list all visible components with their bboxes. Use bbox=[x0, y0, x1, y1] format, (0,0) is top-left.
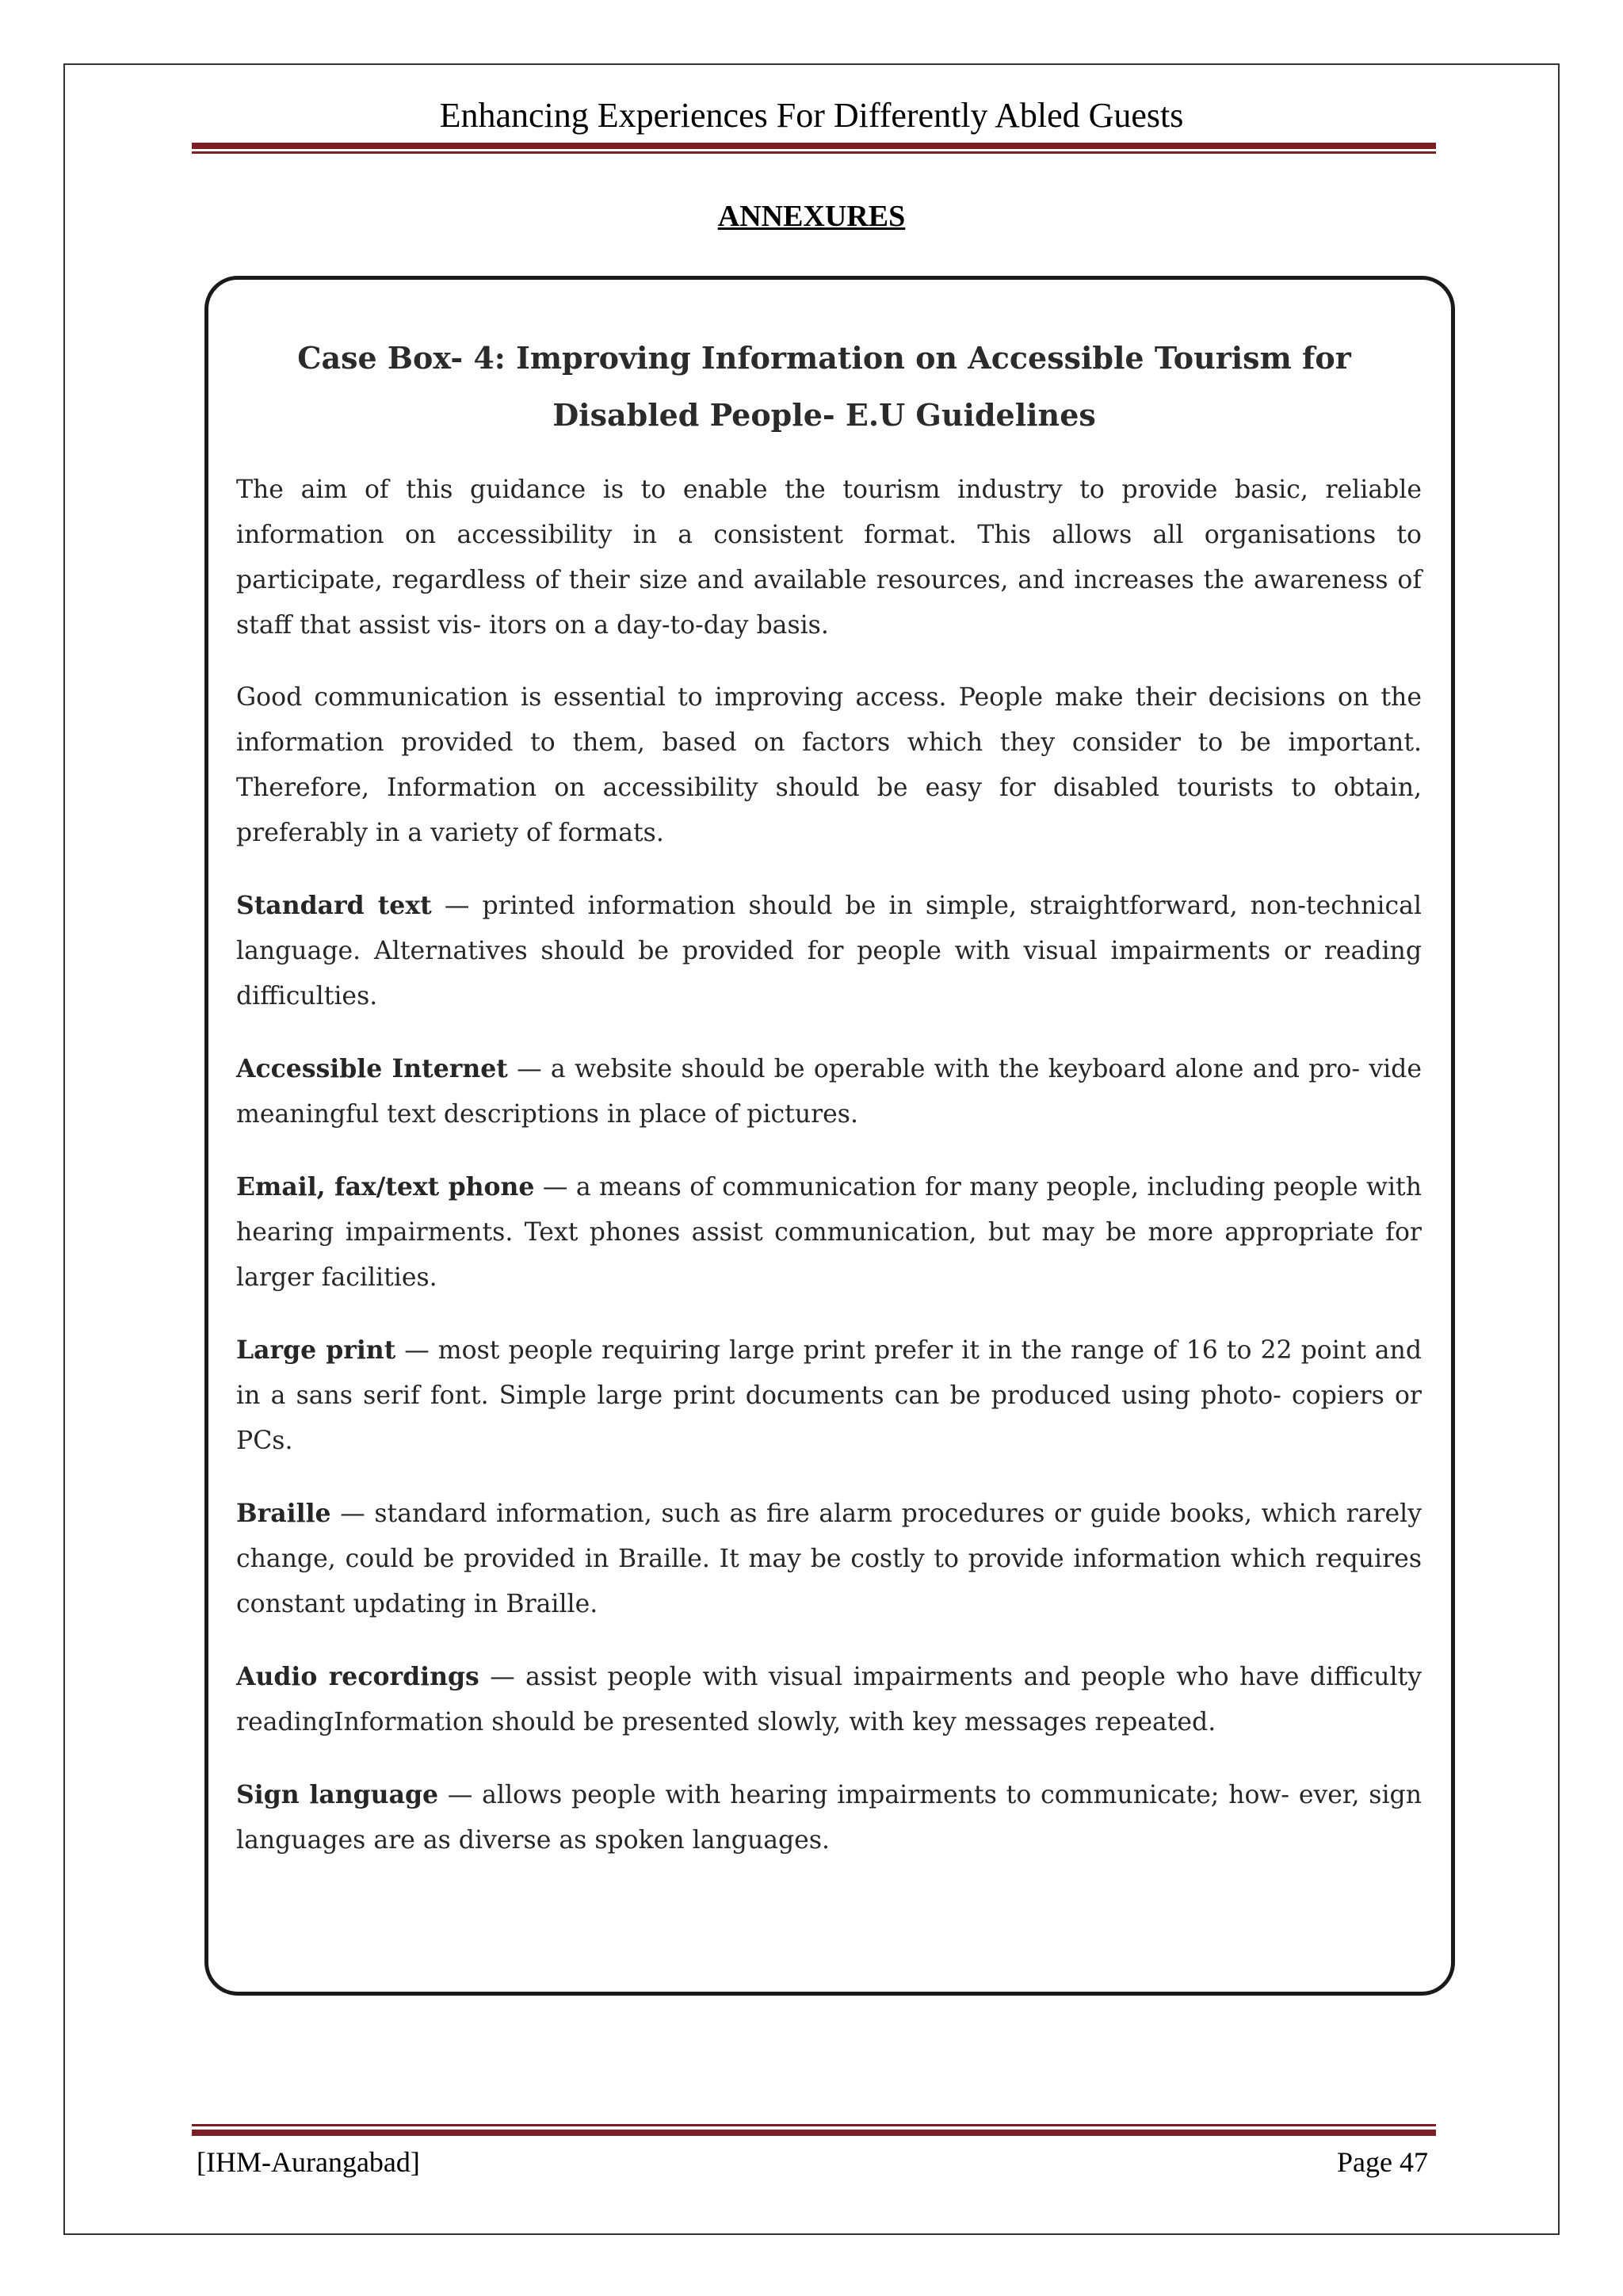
paragraph-email-fax: Email, fax/text phone — a means of communication for many people, including people with hearing impairments. Text phones assist communication, but may be more appropriate for larger facilities. bbox=[236, 1172, 1422, 1292]
case-box-heading-line-2: Disabled People- E.U Guidelines bbox=[552, 397, 1096, 433]
footer-rule bbox=[192, 2130, 1436, 2136]
term-standard-text: Standard text bbox=[236, 891, 432, 920]
paragraph-sign-language: Sign language — allows people with hearing impairments to communicate; how- ever, sign languages are as diverse as spoken languages. bbox=[236, 1780, 1422, 1855]
paragraph-braille: Braille — standard information, such as fire alarm procedures or guide books, which rarely change, could be provided in Braille. It may be costly to provide information which requires constant updating in Braille. bbox=[236, 1499, 1422, 1618]
case-box-body bbox=[236, 468, 1422, 1890]
paragraph-large-print: Large print — most people requiring large print prefer it in the range of 16 to 22 point and in a sans serif font. Simple large print documents can be produced using photo- copiers or PCs. bbox=[236, 1335, 1422, 1455]
footer-institution: [IHM-Aurangabad] bbox=[197, 2146, 420, 2178]
header-rule-thin bbox=[192, 151, 1436, 154]
paragraph-accessible-internet: Accessible Internet — a website should be operable with the keyboard alone and pro- vide meaningful text descriptions in place of pictures. bbox=[236, 1054, 1422, 1129]
page-number: Page 47 bbox=[1337, 2146, 1428, 2178]
footer-rule-thin bbox=[192, 2124, 1436, 2126]
header-rule bbox=[192, 143, 1436, 149]
term-braille: Braille bbox=[236, 1499, 331, 1528]
term-email-fax: Email, fax/text phone bbox=[236, 1172, 535, 1201]
paragraph-communication: Good communication is essential to improving access. People make their decisions on the information provided to them, based on factors which they consider to be important. Therefore, Information on accessibility should be easy for disabled tourists to obtain, preferably in a variety of formats. bbox=[236, 683, 1422, 847]
term-large-print: Large print bbox=[236, 1335, 396, 1365]
case-box-heading-line-1: Case Box- 4: Improving Information on Accessible Tourism for bbox=[297, 340, 1351, 376]
term-accessible-internet: Accessible Internet bbox=[236, 1054, 508, 1083]
term-sign-language: Sign language bbox=[236, 1780, 439, 1809]
running-header-title: Enhancing Experiences For Differently Abled Guests bbox=[439, 96, 1184, 135]
paragraph-audio-recordings: Audio recordings — assist people with visual impairments and people who have difficulty readingInformation should be presented slowly, with key messages repeated. bbox=[236, 1662, 1423, 1736]
paragraph-standard-text: Standard text — printed information should be in simple, straightforward, non-technical language. Alternatives should be provided for people with visual impairments or reading difficulties. bbox=[236, 891, 1423, 1010]
section-title: ANNEXURES bbox=[717, 200, 906, 233]
term-audio-recordings: Audio recordings bbox=[236, 1662, 479, 1691]
case-box-heading bbox=[230, 330, 1419, 444]
paragraph-aim: The aim of this guidance is to enable the tourism industry to provide basic, reliable information on accessibility in a consistent format. This allows all organisations to participate, regardless of their size and available resources, and increases the awareness of staff that assist vis- itors on a day-to-day basis. bbox=[236, 476, 1422, 640]
